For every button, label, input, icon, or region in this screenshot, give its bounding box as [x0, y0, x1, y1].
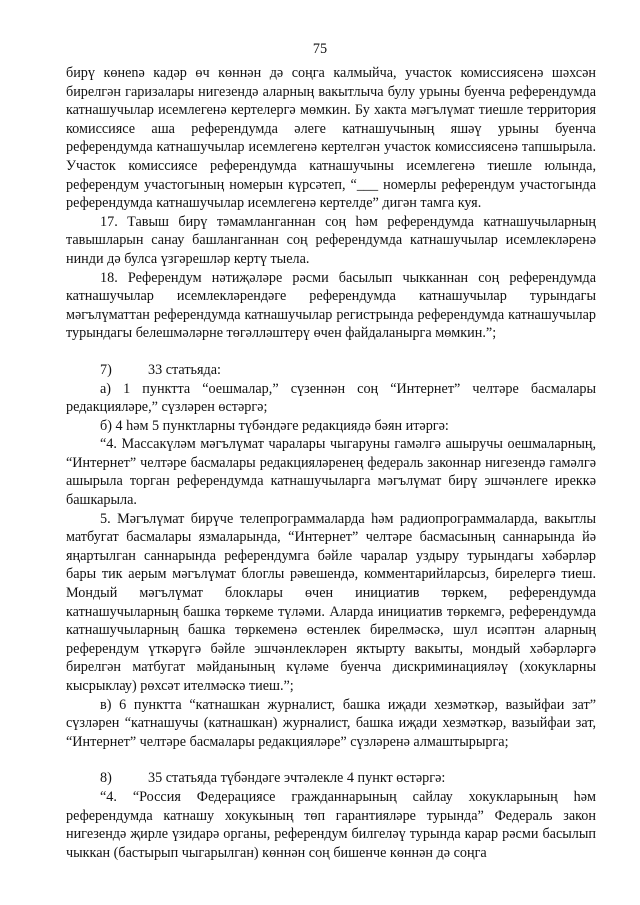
paragraph: а) 1 пунктта “оешмалар,” сүзеннән соң “Интернет” челтәре басмалары редакцияләре,” сүзләрен өстәргә; [66, 380, 596, 416]
section-title: 35 статьяда түбәндәге эчтәлекле 4 пункт өстәргә: [148, 770, 446, 787]
paragraph: в) 6 пунктта “катнашкан журналист, башка иҗади хезмәткәр, вазыйфаи зат” сүзләрен “катнашучы (катнашкан) журналист, башка иҗади хезмәткәр, вазыйфаи зат, “Интернет” челтәре басмалары редакцияләре” сүзләренә алмаштырырга; [66, 696, 596, 750]
section-heading [66, 361, 596, 380]
paragraph-gap [66, 343, 596, 361]
paragraph: 18. Референдум нәтиҗәләре рәсми басылып чыкканнан соң референдумда катнашучылар исемлекләрендәге референдумда катнашучылар турындагы мәгълүматтан референдумда катнашучылар регистрында референдумда катнашучылар турындагы белешмәләрне төгәлләштерү өчен файдаланырга мөмкин.”; [66, 269, 596, 342]
paragraph: “4. “Россия Федерациясе гражданнарының сайлау хокукларының һәм референдумда катнашу хокукының төп гарантияләре турында” Федераль закон нигезендә җирле үзидарә органы, референдум билгеләү турында карар рәсми басылып чыккан (бастырып чыгарылган) көннән соң бишенче көннән дә соңга [66, 788, 596, 861]
paragraph: 17. Тавыш бирү тәмамланганнан соң һәм референдумда катнашучыларның тавышларын санау башланганнан соң референдумда катнашучылар исемлекләренә нинди дә булса үзгәрешләр кертү тыела. [66, 213, 596, 267]
section-title: 33 статьяда: [148, 361, 221, 378]
paragraph: бирү көнenә кадәр өч көннән дә соңга калмыйча, участок комиссиясенә шәхсән бирелгән гаризалары нигезендә аларның вакытлыча булу урыны буенча референдумда катнашучылар исемлегенә кертелергә мөмкин. Бу хакта мәгълүмат тиешле территория комиссиясе аша референдумда әлеге катнашучының яшәү урыны буенча референдумда катнашучылар исемлегенә кертелгән участок комиссиясенә тапшырыла. Участок комиссиясе референдумда катнашучыны исемлегенә тиешле юлында, референдум участогының номерын күрсәтеп, “___ номерлы референдум участогында референдумда катнашучылар исемлегенә кертелде” дигән тамга куя. [66, 65, 596, 212]
section-heading [66, 769, 596, 788]
section-number: 7) [100, 361, 112, 378]
paragraph-gap [66, 751, 596, 769]
paragraph: “4. Массакүләм мәгълүмат чаралары чыгаруны гамәлгә ашыручы оешмаларның, “Интернет” челтәре басмалары редакцияләренең федераль законнар нигезендә гамәлгә ашырыла торган референдумда катнашучыларга мәгълүмат бирү эшчәнлеге иреккә башкарыла. [66, 436, 596, 509]
page-number: 75 [312, 41, 328, 57]
paragraph: б) 4 һәм 5 пунктларны түбәндәге редакциядә бәян итәргә: [100, 417, 449, 434]
paragraph: 5. Мәгълүмат бирүче телепрограммаларда һәм радиопрограммаларда, вакытлы матбугат басмалары язмаларында, “Интернет” челтәре басмасының саннарында йә яңартылган саннарында референдумга бәйле чаралар уздыру турындагы хәбәрләр бары тик аерым мәгълүмат блоглы рәвешендә, комментарийларсыз, бирелергә тиеш. Мондый мәгълүмат блоклары өчен инициатив төркем, референдумда катнашучыларның башка төркеме түләми. Аларда инициатив төркемгә, референдумда катнашучыларның башка төркеменә өстенлек бирелмәскә, шул исәптән аларның референдум үткәрүгә бәйле эшчәнлекләрен яктырту вакыты, мондый хәбәрләргә бирелгән матбугат мәйданының күләме буенча дискриминацияләү (хокукларны кысрыклау) рөхсәт ителмәскә тиеш.”; [66, 510, 596, 694]
section-number: 8) [100, 770, 112, 787]
body-text [66, 64, 596, 862]
